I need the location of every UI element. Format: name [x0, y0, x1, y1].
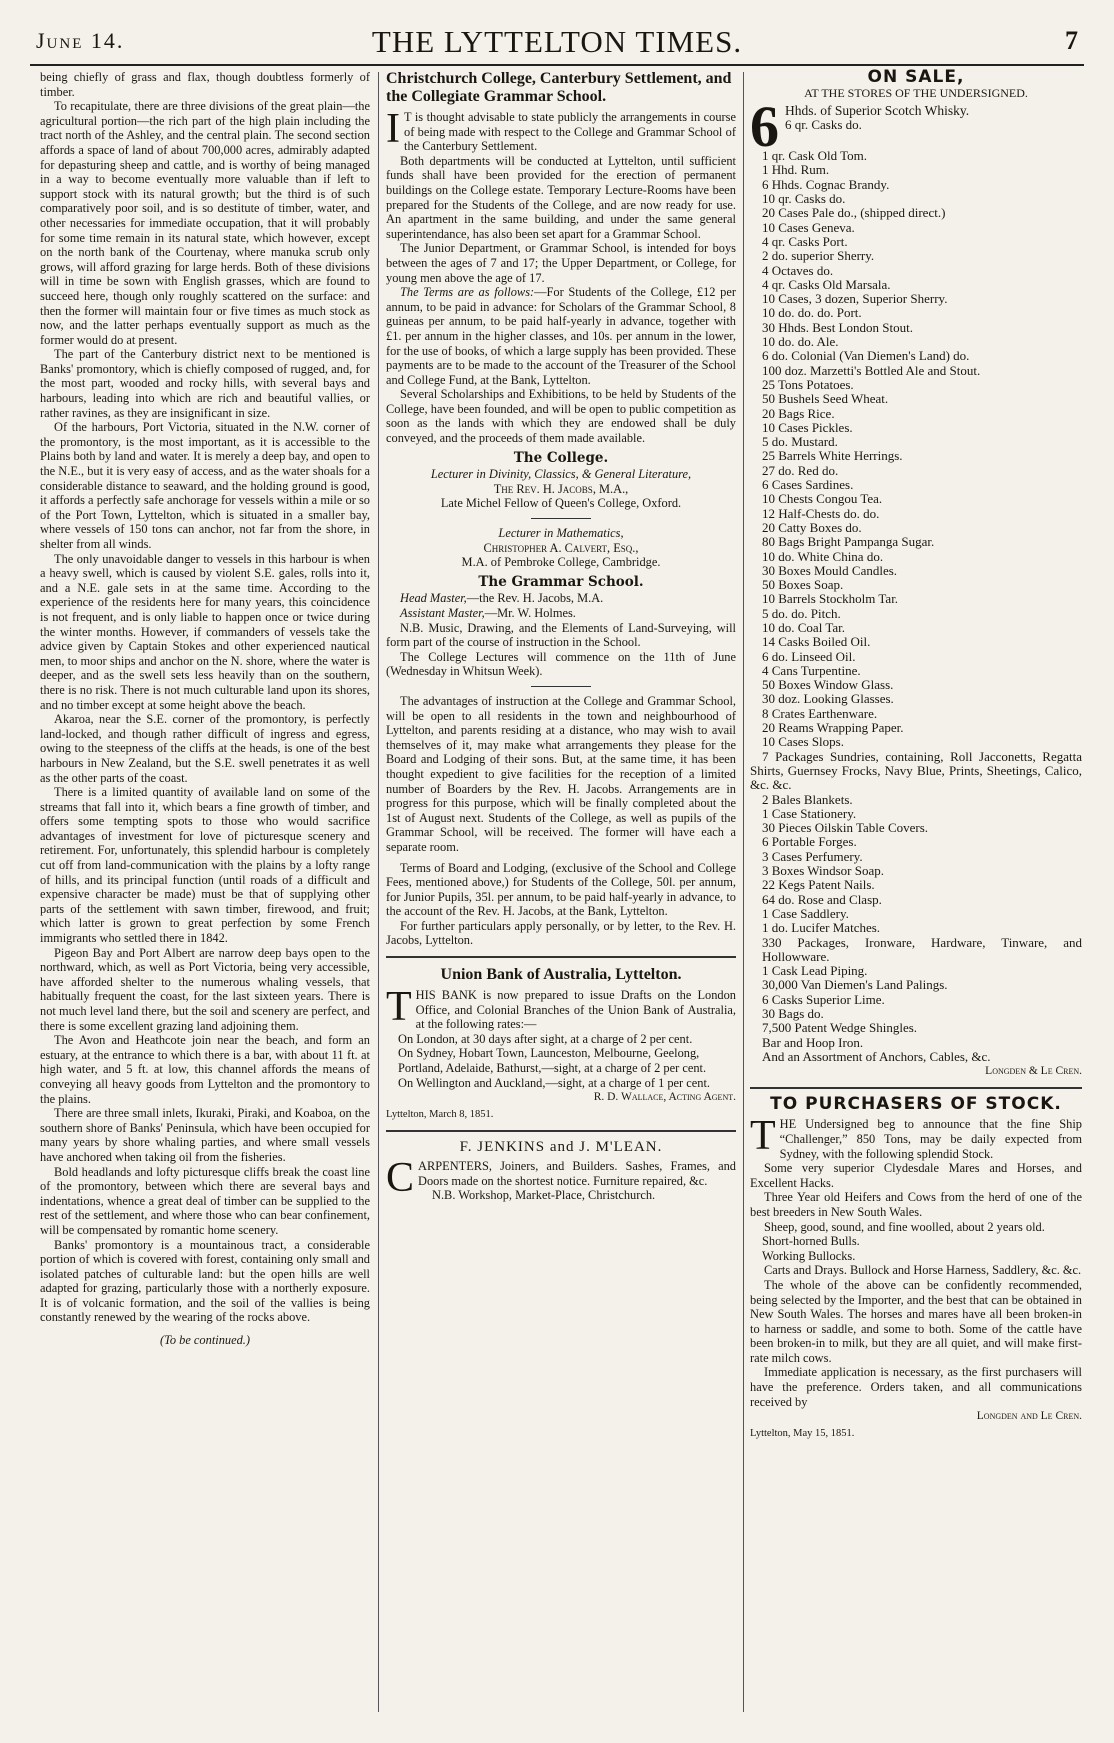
- sale-item: 1 Hhd. Rum.: [762, 162, 830, 178]
- divider: [386, 956, 736, 958]
- newspaper-title: THE LYTTELTON TIMES.: [371, 24, 743, 59]
- bank-rate: On Wellington and Auckland,—sight, at a charge of 1 per cent.: [398, 1075, 711, 1090]
- bank-signature: R. D. Wallace, Acting Agent.: [593, 1091, 736, 1104]
- sale-item: 1 qr. Cask Old Tom.: [762, 148, 868, 164]
- sale-item: 6 Casks Superior Lime.: [762, 991, 885, 1007]
- jenkins-heading: F. JENKINS and J. M'LEAN.: [459, 1139, 663, 1156]
- stock-list-item: Short-horned Bulls.: [762, 1234, 860, 1249]
- sale-item: 50 Boxes Window Glass.: [762, 677, 894, 693]
- sale-item: 20 Bags Rice.: [762, 405, 835, 421]
- sale-item: 10 Barrels Stockholm Tar.: [762, 591, 899, 607]
- bank-rate: On Sydney, Hobart Town, Launceston, Melbourne, Geelong, Portland, Adelaide, Bathurst,—sight, at a charge of 2 per cent.: [398, 1046, 707, 1076]
- sale-item: 6 do. Colonial (Van Diemen's Land) do.: [762, 348, 970, 364]
- sale-item: 20 Reams Wrapping Paper.: [762, 720, 904, 736]
- stock-intro: HE Undersigned beg to announce that the fine Ship “Challenger,” 850 Tons, may be daily expected from Sydney, with the following splendid Stock.: [779, 1117, 1082, 1161]
- sale-item: 3 Boxes Windsor Soap.: [762, 863, 885, 879]
- lecturer-credentials: M.A. of Pembroke College, Cambridge.: [461, 555, 661, 570]
- head-master: —the Rev. H. Jacobs, M.A.: [466, 591, 604, 606]
- college-paragraph: Both departments will be conducted at Lyttelton, until sufficient funds shall have been provided for the erection of permanent buildings on the College estate. Temporary Lecture-Rooms have been prepared for the Students of the College, and are now ready for use. An apartment in the same building, and under the same general superintendance, has also been set apart for a Grammar School.: [386, 153, 736, 241]
- sale-item: 1 Case Saddlery.: [762, 905, 849, 921]
- sale-item: 10 Cases Pickles.: [762, 419, 853, 435]
- terms-label: The Terms are as follows:: [400, 285, 535, 300]
- stock-dateline: Lyttelton, May 15, 1851.: [750, 1427, 855, 1439]
- sale-item: 27 do. Red do.: [762, 462, 839, 478]
- college-heading: Christchurch College, Canterbury Settlement, and the Collegiate Grammar School.: [386, 70, 732, 105]
- sale-item: 4 qr. Casks Old Marsala.: [762, 276, 891, 292]
- stock-paragraph: Carts and Drays. Bullock and Horse Harness, Saddlery, &c. &c.: [764, 1263, 1082, 1278]
- article-paragraph: Of the harbours, Port Victoria, situated in the N.W. corner of the promontory, is the most important, as it is accessible to the Plains both by land and water. It is merely a deep bay, and open to the N.E., but it is very easy of access, and as the water shoals for a considerable distance to seaward, and the holding ground is good, it affords a perfectly safe anchorage for vessels within a mile or so of the Port Town, Lyttelton, which is situated in a smaller bay, where vessels of 150 tons can anchor, not far from the shore, in shelter from all winds.: [40, 420, 370, 551]
- sale-list: [750, 149, 1082, 749]
- bank-heading: Union Bank of Australia, Lyttelton.: [440, 966, 682, 984]
- sale-item: And an Assortment of Anchors, Cables, &c.: [762, 1048, 991, 1064]
- column-rule: [743, 72, 744, 1712]
- article-paragraph: being chiefly of grass and flax, though doubtless formerly of timber.: [40, 70, 370, 99]
- sale-item: 10 Cases Geneva.: [762, 219, 855, 235]
- sale-item: 4 Cans Turpentine.: [762, 662, 861, 678]
- sale-packages: 7 Packages Sundries, containing, Roll Jacconetts, Regatta Shirts, Guernsey Frocks, Navy Blue, Prints, Sheetings, Calico, &c. &c.: [750, 748, 1082, 793]
- sale-item: 30 Hhds. Best London Stout.: [762, 319, 913, 335]
- sale-item: 30 Bags do.: [762, 1006, 824, 1021]
- scholarships-paragraph: Several Scholarships and Exhibitions, to be held by Students of the College, have been founded, and will be open to public competition as soon as the lands with which they are endowed shall be duly conveyed, and the proceeds of them made available.: [386, 387, 736, 446]
- sale-item: Hhds. of Superior Scotch Whisky.: [785, 103, 970, 119]
- sale-item: 30,000 Van Diemen's Land Palings.: [762, 977, 948, 993]
- bank-rate: On London, at 30 days after sight, at a charge of 2 per cent.: [398, 1031, 693, 1046]
- jenkins-text: ARPENTERS, Joiners, and Builders. Sashes, Frames, and Doors made on the shortest notice. Furniture repaired, &c.: [418, 1159, 736, 1188]
- lecturer-name: Christopher A. Calvert, Esq.,: [483, 540, 639, 555]
- on-sale-subtitle: AT THE STORES OF THE UNDERSIGNED.: [804, 85, 1028, 100]
- sale-item: 25 Tons Potatoes.: [762, 376, 854, 392]
- sale-item: 25 Barrels White Herrings.: [762, 448, 903, 464]
- article-paragraph: To recapitulate, there are three divisions of the great plain—the agricultural portion—the rich part of the high plain including the tract north of the Ashley, and the central plain. The second section affords a space of land of about 700,000 acres, admirably adapted for depasturing sheep and cattle, and is worthy of being managed in a way to become eventually more valuable than if left to support stock with its natural growth; but the third is of such comparatively poor soil, and is so destitute of timber, water, and other necessaries for immediate occupation, that it will probably for some time remain in its natural state, which however, except on the north bank of the Courtenay, where manuka scrub only grows, will afford grazing for large herds. Both of these divisions will in time be sown with English grasses, which are found to succeed here, though only roughly scattered on the surface: and then the former will maintain four or five times as much stock as now, and the latter perhaps eventually support as much as the former would do at present.: [40, 99, 370, 347]
- sale-item: 6 Cases Sardines.: [762, 477, 854, 493]
- advantages-paragraph: The advantages of instruction at the College and Grammar School, will be open to all residents in the town and neighbourhood of Lyttelton, and parents residing at a distance, who may wish to avail themselves of it, may make what arrangements they please for the Board and Lodging of their sons. But, at the same time, it has been thought expedient to give facilities for the reception of a limited number of Boarders by the Rev. H. Jacobs. Arrangements are in progress for this purpose, which will be finally completed about the 1st of August next. Students of the College, as well as pupils of the Grammar School, will be received. The former will have each a separate room.: [386, 693, 736, 854]
- sale-item: 6 qr. Casks do.: [785, 117, 862, 133]
- sale-item: 10 Chests Congou Tea.: [762, 491, 883, 507]
- sale-item: 64 do. Rose and Clasp.: [762, 891, 882, 907]
- sale-item: 4 qr. Casks Port.: [762, 233, 848, 249]
- column-rule: [378, 72, 379, 1712]
- article-paragraph: The Avon and Heathcote join near the beach, and form an estuary, at the entrance to which there is a bar, with about 11 ft. at high water, and 5 ft. at low, this channel affords the means of conveying all heavy goods from Lyttelton and the promontory to the plains.: [40, 1033, 370, 1106]
- stock-paragraph: Immediate application is necessary, as the first purchasers will have the preference. Orders taken, and all communications received by: [750, 1365, 1082, 1409]
- lecturer-name: The Rev. H. Jacobs, M.A.,: [493, 481, 629, 496]
- column-three: [750, 67, 1082, 1441]
- sale-item: 10 qr. Casks do.: [762, 191, 846, 207]
- to-be-continued: (To be continued.): [159, 1333, 251, 1348]
- stock-paragraph: Sheep, good, sound, and fine woolled, about 2 years old.: [764, 1219, 1045, 1234]
- divider: [531, 686, 591, 687]
- lectures-commence: The College Lectures will commence on the 11th of June (Wednesday in Whitsun Week).: [386, 649, 736, 679]
- article-paragraph: Akaroa, near the S.E. corner of the promontory, is perfectly land-locked, and though rather difficult of ingress and egress, owing to the steepness of the cliffs at the heads, is one of the best harbours in New Zealand, but the S.E. swell penetrates it as well as the other parts of the coast.: [40, 712, 370, 785]
- stock-list-item: Working Bullocks.: [762, 1248, 856, 1263]
- lecturer-divinity: Lecturer in Divinity, Classics, & General Literature,: [430, 467, 692, 482]
- sale-item: 5 do. do. Pitch.: [762, 605, 841, 621]
- drop-cap: I: [386, 106, 400, 152]
- sale-item: 7,500 Patent Wedge Shingles.: [762, 1020, 918, 1036]
- divider: [531, 518, 591, 519]
- article-paragraph: There are three small inlets, Ikuraki, Piraki, and Koaboa, on the southern shore of Banks' Peninsula, which have been occupied for many years by shore whaling parties, and where small vessels have anchored when taking oil from the fisheries.: [40, 1106, 370, 1164]
- jenkins-nb: N.B. Workshop, Market-Place, Christchurch.: [432, 1188, 656, 1203]
- terms-text: —For Students of the College, £12 per annum, to be paid in advance: for Scholars of the Grammar School, 8 guineas per annum, to be paid half-yearly in advance, together with £1. per annum in the higher classes, and 10s. per annum in the lower, for the use of books, of which a large supply has been provided. These payments are to be made to the account of the Treasurer of the School and College Fund, at the Bank, Lyttelton.: [386, 285, 736, 387]
- assistant-master-label: Assistant Master,: [400, 606, 485, 620]
- article-paragraph: The part of the Canterbury district next to be mentioned is Banks' promontory, which is chiefly composed of rugged, and, for the most part, wooded and rocky hills, with several bays and harbours, leading into which are rich and beautiful vallies, or rather ravines, as they are insignificant in size.: [40, 347, 370, 420]
- drop-cap: C: [386, 1155, 415, 1201]
- article-paragraph: The only unavoidable danger to vessels in this harbour is when a heavy swell, which is caused by violent S.E. gales, rolls into it, and a N.E. gale sets in at the same time. According to the experience of the residents here for many years, this coincidence is not frequent, and is only liable to happen once or twice during the winter months. However, if commanders of vessels take the advice given by Captain Stokes and other experienced nautical men, to moor ships and anchor on the N. shore, where the water is deeper, and as the swell sets less heavily than on the southern, there is no risk. There is not much culturable land upon its shores, and no timber except at some height above the beach.: [40, 551, 370, 712]
- college-paragraph: The Junior Department, or Grammar School, is intended for boys between the ages of 7 and 17; the Upper Department, or College, for young men above the age of 17.: [386, 241, 736, 285]
- grammar-school-subhead: The Grammar School.: [478, 573, 644, 590]
- sale-item: 10 do. Coal Tar.: [762, 619, 845, 635]
- nb-note: N.B. Music, Drawing, and the Elements of Land-Surveying, will form part of the course of instruction in the School.: [386, 620, 736, 650]
- sale-item: 50 Boxes Soap.: [762, 577, 844, 593]
- sale-item: Bar and Hoop Iron.: [762, 1034, 864, 1050]
- on-sale-title: ON SALE,: [867, 67, 965, 87]
- sale-item: 6 do. Linseed Oil.: [762, 648, 856, 664]
- sale-item: 6 Portable Forges.: [762, 834, 857, 850]
- sale-item: 30 Boxes Mould Candles.: [762, 562, 898, 578]
- sale-list: [750, 964, 1082, 1064]
- article-paragraph: Pigeon Bay and Port Albert are narrow deep bays open to the northward, which, as well as Port Victoria, being very accessible, have afforded shelter to the numerous whaling vessels, that habitually frequent the coast, for the last sixteen years. There is not much level land there, but the soil and scenery are perfect, and there is some excellent grazing land adjoining them.: [40, 945, 370, 1033]
- bank-dateline: Lyttelton, March 8, 1851.: [386, 1108, 494, 1120]
- college-subhead: The College.: [513, 449, 609, 466]
- article-paragraph: There is a limited quantity of available land on some of the streams that fall into it, which bears a fine growth of timber, and offers some tempting spots to those who would sacrifice advantages of investment for love of picturesque scenery and retirement. For, unfortunately, this splendid harbour is completely cut off from land-communication with the plains by a lofty range of hills, and its principal function (until roads of a difficult and expensive character be made) must be that of supplying other parts of the settlement with sawn timber, firewood, and fruit; which latter is grown to great perfection by some French immigrants who settled there in 1842.: [40, 785, 370, 946]
- sale-ironware: 330 Packages, Ironware, Hardware, Tinware, and Hollowware.: [762, 934, 1082, 964]
- sale-item: 8 Crates Earthenware.: [762, 705, 878, 721]
- drop-number: 6: [750, 103, 779, 150]
- masthead: [30, 20, 1084, 66]
- lecturer-mathematics: Lecturer in Mathematics,: [498, 526, 624, 541]
- sale-item: 30 Pieces Oilskin Table Covers.: [762, 820, 929, 836]
- article-paragraph: Banks' promontory is a mountainous tract, a considerable portion of which is covered with forest, containing only small and isolated patches of culturable land: but the open hills are well adapted for grazing, particularly those with a northerly exposure. It is of volcanic formation, and the soil of the vallies is being constantly renewed by the wearing of the rocks above.: [40, 1237, 370, 1325]
- issue-date: June 14.: [36, 28, 125, 53]
- sale-item: 20 Cases Pale do., (shipped direct.): [762, 205, 946, 221]
- sale-item: 10 do. do. Ale.: [762, 334, 839, 350]
- further-particulars: For further particulars apply personally, or by letter, to the Rev. H. Jacobs, Lyttelton.: [386, 918, 736, 948]
- sale-item: 14 Casks Boiled Oil.: [762, 634, 871, 650]
- bank-intro: HIS BANK is now prepared to issue Drafts on the London Office, and Colonial Branches of the Union Bank of Australia, at the following rates:—: [415, 988, 736, 1032]
- article-paragraph: Bold headlands and lofty picturesque cliffs break the coast line of the promontory, between which there are several bays and indentations, whence a great deal of timber can be supplied to the rest of the settlement, and where those who can bear confinement, will be compensated by romantic home scenery.: [40, 1164, 370, 1237]
- sale-item: 30 doz. Looking Glasses.: [762, 691, 894, 707]
- stock-paragraph: Three Year old Heifers and Cows from the herd of one of the best breeders in New South Wales.: [750, 1190, 1082, 1219]
- sale-item: 6 Hhds. Cognac Brandy.: [762, 176, 890, 192]
- sale-item: 10 Cases Slops.: [762, 734, 844, 750]
- college-intro: T is thought advisable to state publicly the arrangements in course of being made with respect to the College and Grammar School of the Canterbury Settlement.: [404, 110, 736, 154]
- sale-item: 50 Bushels Seed Wheat.: [762, 391, 889, 407]
- page-number: 7: [1065, 26, 1078, 55]
- drop-cap: T: [750, 1113, 776, 1160]
- sale-item: 10 do. do. do. Port.: [762, 305, 862, 321]
- sale-item: 10 Cases, 3 dozen, Superior Sherry.: [762, 291, 948, 307]
- sale-item: 1 do. Lucifer Matches.: [762, 920, 881, 936]
- sale-item: 5 do. Mustard.: [762, 434, 838, 450]
- sale-list: [750, 793, 1082, 936]
- sale-item: 4 Octaves do.: [762, 262, 834, 278]
- sale-signature: Longden & Le Cren.: [985, 1065, 1082, 1078]
- sale-item: 100 doz. Marzetti's Bottled Ale and Stout.: [762, 362, 981, 378]
- sale-item: 2 do. superior Sherry.: [762, 248, 875, 264]
- drop-cap: T: [386, 984, 412, 1031]
- article-canterbury-continued: [40, 70, 370, 1730]
- head-master-label: Head Master,: [400, 591, 467, 606]
- sale-item: 10 do. White China do.: [762, 548, 884, 564]
- divider: [386, 1130, 736, 1132]
- stock-signature: Longden and Le Cren.: [976, 1410, 1082, 1423]
- sale-item: 12 Half-Chests do. do.: [762, 505, 880, 521]
- lecturer-credentials: Late Michel Fellow of Queen's College, Oxford.: [440, 496, 682, 511]
- sale-item: 1 Case Stationery.: [762, 805, 857, 821]
- assistant-master: —Mr. W. Holmes.: [484, 606, 576, 620]
- sale-item: 1 Cask Lead Piping.: [762, 963, 868, 979]
- stock-paragraph: The whole of the above can be confidently recommended, being selected by the Importer, and the best that can be obtained in New South Wales. The horses and mares have all been broken-in to harness or saddle, and some to both. Some of the cattle have been broken-in to milk, but they are all quiet, and will make first-rate milch cows.: [750, 1277, 1082, 1365]
- stock-paragraph: Some very superior Clydesdale Mares and Horses, and Excellent Hacks.: [750, 1161, 1082, 1190]
- divider: [750, 1087, 1082, 1089]
- sale-item: 80 Bags Bright Pampanga Sugar.: [762, 534, 935, 550]
- column-two: [386, 70, 736, 1203]
- stock-title: TO PURCHASERS OF STOCK.: [770, 1093, 1062, 1114]
- sale-item: 20 Catty Boxes do.: [762, 519, 862, 535]
- sale-item: 3 Cases Perfumery.: [762, 848, 863, 864]
- board-paragraph: Terms of Board and Lodging, (exclusive of the School and College Fees, mentioned above,) for Students of the College, 50l. per annum, for Junior Pupils, 35l. per annum, to be paid half-yearly in advance, to the account of the Rev. H. Jacobs, at the Bank, Lyttelton.: [386, 860, 736, 919]
- sale-item: 22 Kegs Patent Nails.: [762, 877, 875, 893]
- sale-item: 2 Bales Blankets.: [762, 791, 853, 807]
